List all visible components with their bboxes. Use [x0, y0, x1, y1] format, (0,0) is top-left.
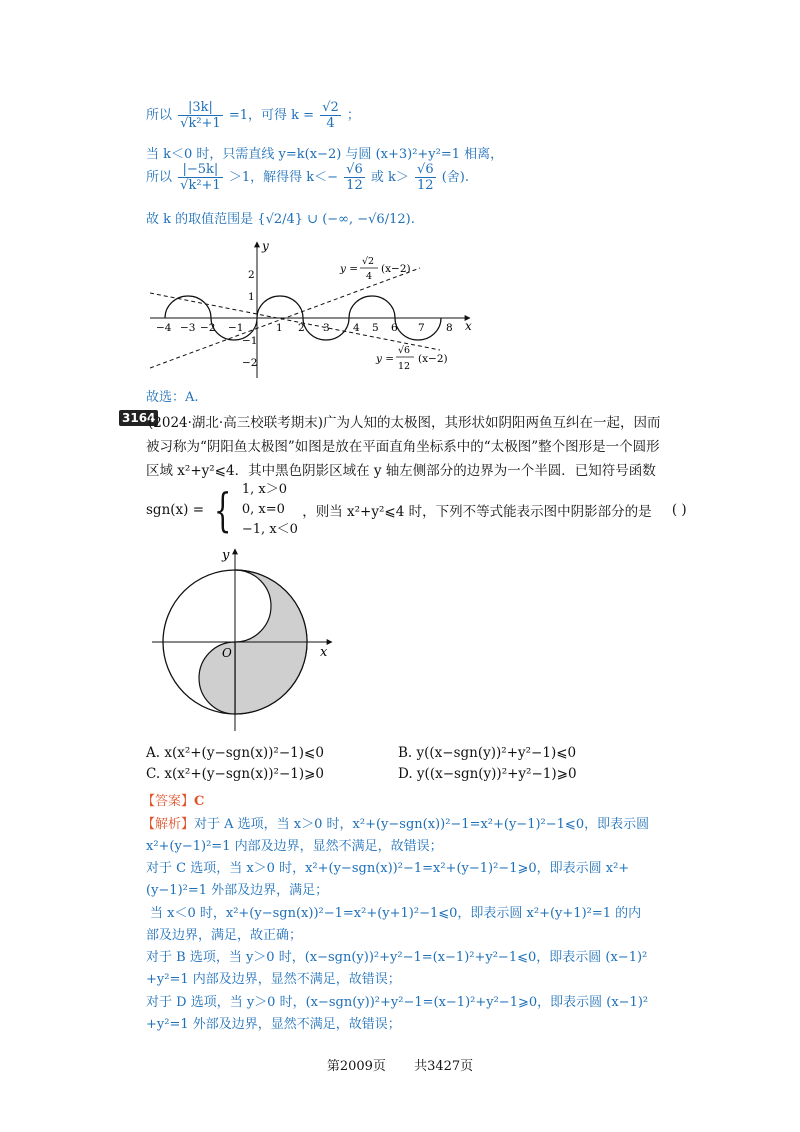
- line-label-lower-den: 12: [398, 361, 411, 372]
- text: 所以: [146, 170, 173, 185]
- line-label-upper-num: √2: [362, 256, 375, 267]
- answer-line: [142, 790, 204, 809]
- text: 故 k 的取值范围是: [146, 212, 254, 227]
- range-set: {√2/4} ∪ (−∞, −√6/12).: [257, 212, 415, 227]
- text: 对于 A 选项，当 x＞0 时，x²+(y−sgn(x))²−1=x²+(y−1)²−1⩽0，即表示圆: [194, 817, 650, 832]
- x-tick: 5: [372, 322, 379, 334]
- page-number: 第2009页: [326, 1059, 386, 1074]
- numerator: |−5k|: [178, 162, 223, 178]
- analysis-line-2: x²+(y−1)²=1 内部及边界，显然不满足，故错误；: [146, 839, 443, 854]
- denominator: 12: [417, 178, 434, 193]
- line-label-lower-rhs: (x−2): [418, 353, 448, 365]
- y-tick: −1: [242, 335, 258, 347]
- fraction: [415, 162, 436, 193]
- line-label-upper-lhs: y =: [340, 263, 359, 275]
- option-c: C. x(x²+(y−sgn(x))²−1)⩾0: [146, 766, 325, 782]
- question-line-3: 区域 x²+y²⩽4．其中黑色阴影区域在 y 轴左侧部分的边界为一个半圆．已知符号函数: [146, 463, 656, 479]
- x-axis-label: x: [465, 319, 472, 333]
- curve: [257, 296, 303, 318]
- fraction: [178, 100, 223, 131]
- line-label-upper-den: 4: [366, 271, 373, 282]
- solution-line-4: [146, 208, 415, 227]
- origin-label: O: [222, 646, 232, 660]
- text: 或 k＞: [370, 170, 409, 185]
- numerator: √2: [322, 100, 339, 115]
- answer-label: 【答案】: [142, 794, 195, 809]
- fraction: [178, 162, 223, 193]
- page-total: 共3427页: [414, 1059, 474, 1074]
- option-d: D. y((x−sgn(y))²+y²−1)⩾0: [398, 766, 577, 782]
- text: ＞1，解得得 k＜−: [228, 170, 339, 185]
- line-label-upper-rhs: (x−2): [381, 263, 411, 275]
- x-tick: 6: [391, 322, 398, 334]
- numerator: |3k|: [178, 100, 223, 116]
- solution-line-3: [146, 162, 469, 193]
- question-line-2: 被习称为“阴阳鱼太极图”如图是放在平面直角坐标系中的“太极图”整个图形是一个圆形: [146, 439, 660, 455]
- option-a: A. x(x²+(y−sgn(x))²−1)⩽0: [146, 745, 324, 761]
- text: (舍).: [441, 170, 470, 185]
- question-line-1: (2024·湖北·高三校联考期末)广为人知的太极图，其形状如阴阳两鱼互纠在一起，因而: [148, 415, 661, 431]
- x-tick: 2: [298, 322, 305, 334]
- analysis-line-5: 当 x＜0 时，x²+(y−sgn(x))²−1=x²+(y+1)²−1⩽0，即表示圆 x²+(y+1)²=1 的内: [150, 906, 642, 921]
- x-tick: −3: [180, 322, 196, 334]
- x-tick: 3: [323, 322, 330, 334]
- analysis-line-6: 部及边界，满足，故正确；: [146, 928, 303, 943]
- x-tick: −2: [200, 322, 216, 334]
- sgn-definition: [146, 480, 687, 540]
- text: sgn(x) =: [146, 502, 205, 518]
- curve: [165, 296, 211, 318]
- analysis-line-7: 对于 B 选项，当 y＞0 时，(x−sgn(y))²+y²−1=(x−1)²+y²−1⩽0，即表示圆 (x−1)²: [146, 950, 648, 965]
- case-3: −1, x＜0: [241, 522, 298, 537]
- y-tick: −2: [242, 357, 258, 369]
- solution-line-1: [146, 100, 360, 131]
- denominator: √k²+1: [180, 178, 221, 193]
- analysis-line-4: (y−1)²=1 外部及边界，满足；: [146, 883, 329, 898]
- fraction: [344, 162, 365, 193]
- x-tick: 1: [276, 322, 283, 334]
- analysis-line-9: 对于 D 选项，当 y＞0 时，(x−sgn(y))²+y²−1=(x−1)²+y²−1⩾0，即表示圆 (x−1)²: [146, 995, 649, 1010]
- case-1: 1, x＞0: [241, 482, 288, 497]
- analysis-line-10: +y²=1 外部及边界，显然不满足，故错误；: [146, 1017, 401, 1032]
- x-tick: 7: [418, 322, 425, 334]
- fraction: [320, 100, 341, 131]
- question-number: 3164: [119, 410, 158, 426]
- analysis-line-8: +y²=1 内部及边界，显然不满足，故错误；: [146, 972, 401, 987]
- cases: [242, 480, 298, 540]
- solution-line-2: 当 k＜0 时，只需直线 y=k(x−2) 与圆 (x+3)²+y²=1 相离，: [146, 147, 504, 162]
- analysis-label: 【解析】: [142, 817, 195, 832]
- numerator: √6: [346, 162, 363, 177]
- text: ；: [346, 108, 360, 123]
- y-axis-label: y: [262, 239, 269, 253]
- x-tick: 8: [446, 322, 453, 334]
- text: ，则当 x²+y²⩽4 时，下列不等式能表示图中阴影部分的是: [302, 504, 652, 520]
- curve: [349, 296, 395, 318]
- x-tick: −1: [228, 322, 244, 334]
- x-tick: 4: [353, 322, 360, 334]
- answer-value: C: [194, 794, 205, 809]
- y-tick: 2: [248, 269, 255, 281]
- page-footer: [0, 1055, 800, 1074]
- brace: {: [214, 483, 232, 537]
- numerator: √6: [417, 162, 434, 177]
- analysis-line-3: 对于 C 选项，当 x＞0 时，x²+(y−sgn(x))²−1=x²+(y−1)²−1⩾0，即表示圆 x²+: [146, 861, 630, 876]
- analysis-line-1: [142, 813, 649, 832]
- case-2: 0, x=0: [241, 502, 285, 517]
- x-axis-label: x: [320, 645, 328, 660]
- function-graph: [150, 238, 480, 384]
- text: 所以: [146, 108, 173, 123]
- taiji-figure: [150, 545, 340, 735]
- choose-line: 故选：A.: [146, 390, 199, 405]
- x-tick: −4: [156, 322, 172, 334]
- denominator: √k²+1: [180, 116, 221, 131]
- y-axis-label: y: [222, 548, 230, 563]
- denominator: 4: [326, 116, 335, 131]
- answer-blank: ( ): [671, 502, 687, 518]
- y-tick: 1: [248, 291, 255, 303]
- line-label-lower-lhs: y =: [376, 353, 395, 365]
- text: =1，可得 k =: [228, 108, 315, 123]
- line-label-lower-num: √6: [398, 345, 411, 356]
- option-b: B. y((x−sgn(y))²+y²−1)⩽0: [398, 745, 577, 761]
- denominator: 12: [346, 178, 363, 193]
